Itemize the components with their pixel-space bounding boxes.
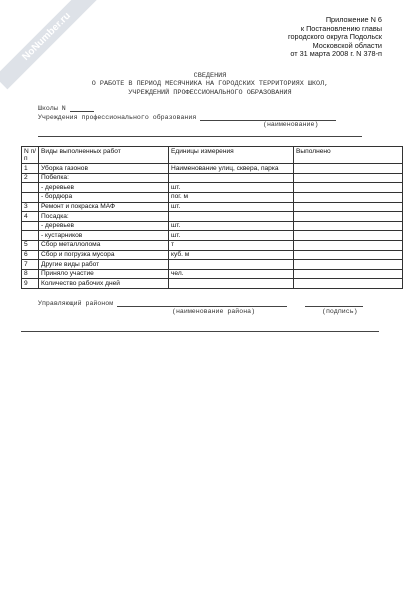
cell-unit: шт. xyxy=(169,202,294,212)
cell-unit: пог. м xyxy=(169,192,294,202)
cell-done[interactable] xyxy=(294,240,403,250)
table-row xyxy=(22,250,403,260)
institution-name-blank[interactable] xyxy=(200,113,336,121)
table-row xyxy=(22,279,403,289)
appendix-line: Московской области xyxy=(312,40,382,50)
cell-done[interactable] xyxy=(294,192,403,202)
signature-caption: (подпись) xyxy=(322,308,358,315)
cell-unit xyxy=(169,212,294,222)
title-line-2: О РАБОТЕ В ПЕРИОД МЕСЯЧНИКА НА ГОРОДСКИХ ТЕРРИТОРИЯХ ШКОЛ, xyxy=(91,80,329,89)
cell-n xyxy=(22,221,39,231)
cell-work: Сбор металлолома xyxy=(39,240,169,250)
school-label: Школы N xyxy=(38,105,66,112)
cell-unit: Наименование улиц, сквера, парка xyxy=(169,164,294,174)
cell-n xyxy=(22,192,39,202)
district-name-blank[interactable] xyxy=(117,299,287,307)
cell-done[interactable] xyxy=(294,221,403,231)
table-row xyxy=(22,221,403,231)
table-row xyxy=(22,212,403,222)
cell-work: Сбор и погрузка мусора xyxy=(39,250,169,260)
header-work: Виды выполненных работ xyxy=(39,147,169,164)
cell-n: 3 xyxy=(22,202,39,212)
cell-unit: шт. xyxy=(169,231,294,241)
cell-n xyxy=(22,231,39,241)
cell-work: Другие виды работ xyxy=(39,260,169,270)
table-row xyxy=(22,183,403,193)
cell-unit: чел. xyxy=(169,269,294,279)
cell-n: 5 xyxy=(22,240,39,250)
institution-field xyxy=(38,113,336,121)
cell-unit xyxy=(169,173,294,183)
cell-unit: шт. xyxy=(169,221,294,231)
header-done: Выполнено xyxy=(294,147,403,164)
cell-work: Приняло участие xyxy=(39,269,169,279)
table-body xyxy=(22,164,403,289)
cell-n: 2 xyxy=(22,173,39,183)
cell-done[interactable] xyxy=(294,250,403,260)
table-row xyxy=(22,202,403,212)
cell-unit: куб. м xyxy=(169,250,294,260)
header-unit: Единицы измерения xyxy=(169,147,294,164)
cell-work: - кустарников xyxy=(39,231,169,241)
document-title xyxy=(30,72,390,97)
cell-n: 6 xyxy=(22,250,39,260)
cell-done[interactable] xyxy=(294,269,403,279)
school-field xyxy=(38,104,94,112)
title-line-3: УЧРЕЖДЕНИЙ ПРОФЕССИОНАЛЬНОГО ОБРАЗОВАНИЯ xyxy=(128,88,292,97)
cell-work: Ремонт и покраска МАФ xyxy=(39,202,169,212)
cell-done[interactable] xyxy=(294,173,403,183)
institution-caption: (наименование) xyxy=(263,121,319,128)
table-row xyxy=(22,240,403,250)
district-name-caption: (наименование района) xyxy=(172,308,256,315)
cell-n: 7 xyxy=(22,260,39,270)
signature-blank[interactable] xyxy=(305,299,363,307)
cell-n: 1 xyxy=(22,164,39,174)
cell-done[interactable] xyxy=(294,183,403,193)
institution-label: Учреждения профессионального образования xyxy=(38,114,197,121)
table-row xyxy=(22,269,403,279)
bottom-rule xyxy=(21,331,379,332)
cell-done[interactable] xyxy=(294,164,403,174)
cell-done[interactable] xyxy=(294,279,403,289)
cell-work: Количество рабочих дней xyxy=(39,279,169,289)
cell-unit xyxy=(169,260,294,270)
cell-work: - деревьев xyxy=(39,221,169,231)
cell-work: - бордюра xyxy=(39,192,169,202)
title-line-1: СВЕДЕНИЯ xyxy=(193,72,227,80)
table-row xyxy=(22,260,403,270)
cell-n xyxy=(22,183,39,193)
table-header-row xyxy=(22,147,403,164)
cell-work: Уборка газонов xyxy=(39,164,169,174)
cell-done[interactable] xyxy=(294,231,403,241)
appendix-line: Приложение N 6 xyxy=(325,15,382,24)
table-row xyxy=(22,164,403,174)
cell-work: Побелка: xyxy=(39,173,169,183)
cell-done[interactable] xyxy=(294,260,403,270)
table-row xyxy=(22,192,403,202)
signature-field xyxy=(38,299,363,307)
signature-label: Управляющий районом xyxy=(38,300,114,307)
table-row xyxy=(22,173,403,183)
institution-second-line[interactable] xyxy=(38,136,362,137)
appendix-line: городского округа Подольск xyxy=(287,32,382,42)
cell-unit: т xyxy=(169,240,294,250)
cell-n: 9 xyxy=(22,279,39,289)
cell-unit: шт. xyxy=(169,183,294,193)
cell-work: Посадка: xyxy=(39,212,169,222)
cell-unit xyxy=(169,279,294,289)
works-table xyxy=(21,146,403,289)
table-row xyxy=(22,231,403,241)
school-number-blank[interactable] xyxy=(70,104,94,112)
cell-n: 8 xyxy=(22,269,39,279)
appendix-line: от 31 марта 2008 г. N 378-п xyxy=(290,49,382,59)
cell-n: 4 xyxy=(22,212,39,222)
cell-work: - деревьев xyxy=(39,183,169,193)
header-number: N п/п xyxy=(22,147,39,164)
cell-done[interactable] xyxy=(294,202,403,212)
appendix-header xyxy=(288,16,382,59)
watermark-logo: NoNumber.ru xyxy=(0,0,99,89)
cell-done[interactable] xyxy=(294,212,403,222)
appendix-line: к Постановлению главы xyxy=(300,23,382,33)
